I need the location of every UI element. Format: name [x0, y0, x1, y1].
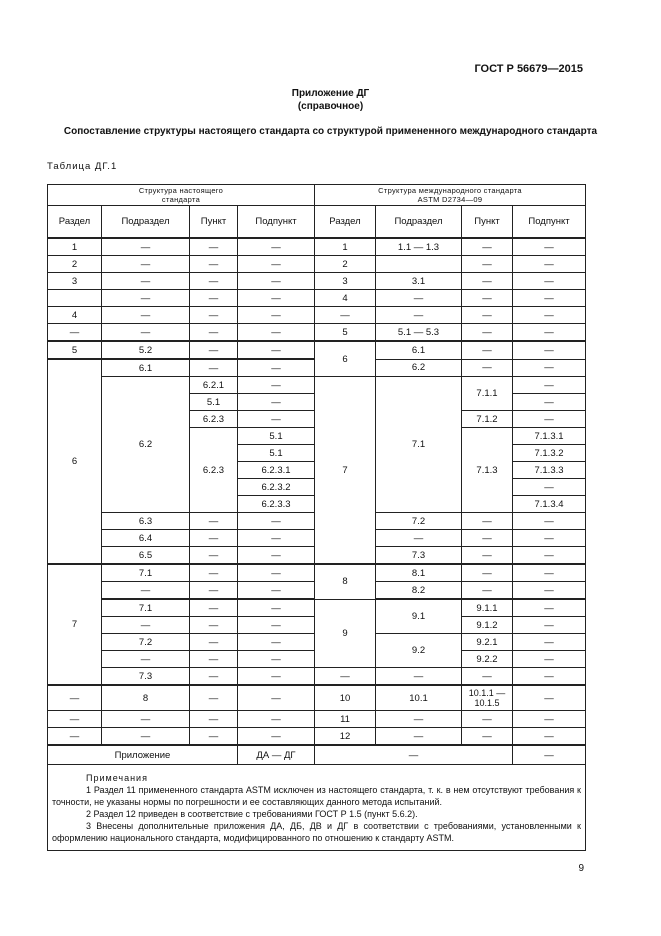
table-cell: —	[462, 668, 513, 686]
table-cell: —	[48, 711, 102, 728]
standard-number: ГОСТ Р 56679—2015	[474, 63, 583, 75]
table-cell: 1	[315, 238, 376, 256]
table-cell: —	[462, 290, 513, 307]
table-cell: 6.2	[102, 377, 190, 513]
table-cell: 10	[315, 685, 376, 711]
table-cell: —	[190, 582, 238, 600]
table-cell: —	[513, 273, 586, 290]
table-cell: —	[513, 479, 586, 496]
table-cell: —	[190, 668, 238, 686]
table-cell: —	[238, 324, 315, 342]
table-cell: —	[513, 685, 586, 711]
table-group-header-row	[48, 185, 586, 206]
table-row	[48, 307, 586, 324]
table-row	[48, 273, 586, 290]
table-cell: —	[238, 411, 315, 428]
table-cell: —	[513, 634, 586, 651]
table-cell: 6.2	[376, 359, 462, 377]
notes-heading: Примечания	[86, 773, 148, 783]
table-cell: —	[513, 394, 586, 411]
table-cell: 4	[48, 307, 102, 324]
table-cell: 7.1.2	[462, 411, 513, 428]
table-cell: 10.1.1 — 10.1.5	[462, 685, 513, 711]
table-label: Таблица ДГ.1	[47, 161, 118, 172]
table-cell: —	[238, 547, 315, 565]
table-cell: —	[238, 377, 315, 394]
table-cell: 6.3	[102, 513, 190, 530]
table-cell: 6.4	[102, 530, 190, 547]
table-cell: —	[102, 290, 190, 307]
table-cell: —	[238, 685, 315, 711]
table-cell: 6	[315, 341, 376, 377]
table-row	[48, 745, 586, 765]
table-cell: —	[513, 668, 586, 686]
table-cell: —	[462, 256, 513, 273]
table-cell: —	[190, 651, 238, 668]
table-cell: —	[462, 238, 513, 256]
table-cell: —	[238, 290, 315, 307]
table-cell: —	[513, 411, 586, 428]
table-cell: —	[376, 711, 462, 728]
table-cell: 9.1.2	[462, 617, 513, 634]
table-cell: —	[48, 728, 102, 746]
table-cell: 7.1	[102, 599, 190, 617]
table-cell: 10.1	[376, 685, 462, 711]
table-cell: 7.1.3.2	[513, 445, 586, 462]
table-cell: 3	[48, 273, 102, 290]
table-cell: —	[513, 256, 586, 273]
notes-row	[48, 765, 586, 851]
table-cell: —	[190, 728, 238, 746]
table-cell: —	[376, 530, 462, 547]
table-cell: —	[376, 668, 462, 686]
table-cell: —	[513, 728, 586, 746]
table-cell: 7.3	[102, 668, 190, 686]
column-header: Подраздел	[102, 206, 190, 239]
table-cell: —	[315, 668, 376, 686]
table-cell	[376, 256, 462, 273]
table-row	[48, 324, 586, 342]
table-cell: 7	[48, 564, 102, 685]
table-row	[48, 711, 586, 728]
table-cell: —	[238, 359, 315, 377]
column-header: Подраздел	[376, 206, 462, 239]
page-number: 9	[578, 863, 584, 874]
table-cell: —	[513, 290, 586, 307]
table-cell: —	[102, 238, 190, 256]
table-cell: —	[190, 634, 238, 651]
column-header: Подпункт	[238, 206, 315, 239]
table-cell: —	[190, 273, 238, 290]
table-cell: —	[238, 256, 315, 273]
table-cell: 6.5	[102, 547, 190, 565]
table-cell: 9.1.1	[462, 599, 513, 617]
table-row	[48, 256, 586, 273]
table-cell: —	[190, 599, 238, 617]
table-cell: 7.1.3.3	[513, 462, 586, 479]
table-cell: —	[190, 530, 238, 547]
table-cell: —	[513, 513, 586, 530]
table-cell: —	[462, 324, 513, 342]
table-cell: 1.1 — 1.3	[376, 238, 462, 256]
column-header: Пункт	[462, 206, 513, 239]
structure-comparison-table	[47, 184, 586, 851]
table-cell: 6.2.1	[190, 377, 238, 394]
table-cell: 7.1	[376, 377, 462, 513]
table-cell: 3.1	[376, 273, 462, 290]
table-row	[48, 564, 586, 582]
table-cell: —	[513, 307, 586, 324]
table-cell: —	[102, 582, 190, 600]
table-cell: —	[462, 582, 513, 600]
table-cell: —	[462, 341, 513, 359]
table-cell: 7.2	[102, 634, 190, 651]
table-cell: —	[190, 359, 238, 377]
table-cell: —	[190, 564, 238, 582]
table-cell: —	[238, 582, 315, 600]
table-cell: —	[462, 728, 513, 746]
table-cell: 8	[315, 564, 376, 599]
table-cell: 5	[48, 341, 102, 359]
table-cell: —	[190, 256, 238, 273]
table-cell: —	[238, 617, 315, 634]
table-cell: 7.1.3	[462, 428, 513, 513]
table-cell: —	[513, 582, 586, 600]
table-cell: —	[315, 745, 513, 765]
table-cell: —	[190, 711, 238, 728]
table-cell: 6.2.3.2	[238, 479, 315, 496]
table-column-header-row	[48, 206, 586, 239]
table-cell: 8.1	[376, 564, 462, 582]
table-cell: 7.1.3.1	[513, 428, 586, 445]
table-cell: 7	[315, 377, 376, 565]
table-cell: ДА — ДГ	[238, 745, 315, 765]
table-cell: 5.1	[238, 428, 315, 445]
table-cell: —	[513, 651, 586, 668]
table-cell: —	[190, 290, 238, 307]
table-row	[48, 728, 586, 746]
table-cell: —	[513, 359, 586, 377]
table-cell: —	[102, 617, 190, 634]
table-row	[48, 341, 586, 359]
table-cell: 5.1 — 5.3	[376, 324, 462, 342]
table-cell: 2	[48, 256, 102, 273]
table-cell: —	[376, 307, 462, 324]
table-cell: 6.2.3	[190, 411, 238, 428]
table-cell: —	[376, 728, 462, 746]
table-cell: —	[102, 728, 190, 746]
table-cell: —	[102, 273, 190, 290]
table-cell: —	[190, 685, 238, 711]
group-header-international: Структура международного стандарта ASTM D2734—09	[315, 185, 586, 206]
table-cell: 3	[315, 273, 376, 290]
table-cell: 6.2.3.1	[238, 462, 315, 479]
table-cell: 5.1	[238, 445, 315, 462]
table-cell: 6.1	[376, 341, 462, 359]
table-cell: —	[513, 377, 586, 394]
table-cell: 6.2.3.3	[238, 496, 315, 513]
table-cell: 8	[102, 685, 190, 711]
table-cell: —	[462, 359, 513, 377]
table-cell: —	[102, 651, 190, 668]
table-cell: —	[238, 564, 315, 582]
table-cell: —	[190, 341, 238, 359]
table-row	[48, 668, 586, 686]
table-cell: —	[102, 711, 190, 728]
table-cell: —	[513, 341, 586, 359]
table-cell: —	[238, 530, 315, 547]
table-cell: —	[190, 238, 238, 256]
table-cell: —	[462, 273, 513, 290]
table-cell: —	[238, 634, 315, 651]
table-cell: —	[48, 324, 102, 342]
table-cell: 7.1.1	[462, 377, 513, 411]
document-title: Сопоставление структуры настоящего стандарта со структурой примененного международного стандарта	[63, 126, 598, 137]
table-cell: —	[102, 324, 190, 342]
table-cell: —	[513, 238, 586, 256]
table-row	[48, 238, 586, 256]
table-cell: —	[190, 307, 238, 324]
table-cell: 9.1	[376, 599, 462, 634]
table-cell: —	[462, 547, 513, 565]
table-cell: —	[190, 617, 238, 634]
column-header: Пункт	[190, 206, 238, 239]
table-cell: —	[102, 256, 190, 273]
table-cell: —	[462, 307, 513, 324]
table-cell: 12	[315, 728, 376, 746]
table-cell: —	[102, 307, 190, 324]
table-cell: 5.2	[102, 341, 190, 359]
note-item: 1 Раздел 11 примененного стандарта ASTM исключен из настоящего стандарта, т. к. в нем отсутствуют требования к точности, не указаны нормы по погрешности и ее составляющих данного метода испытаний.	[52, 785, 581, 807]
table-cell: —	[238, 273, 315, 290]
table-cell: —	[513, 599, 586, 617]
table-cell: 5.1	[190, 394, 238, 411]
table-cell: 8.2	[376, 582, 462, 600]
table-cell: 7.1.3.4	[513, 496, 586, 513]
table-cell: 2	[315, 256, 376, 273]
table-cell: 9.2.2	[462, 651, 513, 668]
column-header: Раздел	[315, 206, 376, 239]
table-cell: —	[315, 307, 376, 324]
table-cell: —	[462, 513, 513, 530]
table-cell: 6.1	[102, 359, 190, 377]
table-cell: —	[462, 564, 513, 582]
table-cell: —	[513, 745, 586, 765]
table-row	[48, 377, 586, 394]
table-cell: —	[238, 513, 315, 530]
table-cell: —	[238, 668, 315, 686]
table-cell: —	[190, 547, 238, 565]
appendix-title: Приложение ДГ	[291, 88, 370, 99]
table-cell: —	[238, 307, 315, 324]
table-cell: —	[238, 728, 315, 746]
table-cell: —	[238, 599, 315, 617]
table-cell: —	[190, 324, 238, 342]
table-cell: —	[238, 238, 315, 256]
note-item: 2 Раздел 12 приведен в соответствие с требованиями ГОСТ Р 1.5 (пункт 5.6.2).	[86, 809, 418, 819]
table-cell: —	[48, 685, 102, 711]
table-cell: —	[238, 711, 315, 728]
table-row	[48, 290, 586, 307]
notes-cell	[48, 765, 586, 851]
table-cell	[48, 290, 102, 307]
table-cell: 9.2	[376, 634, 462, 668]
table-cell: 4	[315, 290, 376, 307]
table-cell: —	[513, 547, 586, 565]
table-cell: —	[238, 651, 315, 668]
table-row	[48, 685, 586, 711]
table-cell: 7.2	[376, 513, 462, 530]
table-cell: 9	[315, 599, 376, 668]
table-cell: 7.3	[376, 547, 462, 565]
group-header-national: Структура настоящего стандарта	[48, 185, 315, 206]
table-cell: —	[513, 530, 586, 547]
table-cell: Приложение	[48, 745, 238, 765]
table-cell: 11	[315, 711, 376, 728]
table-cell: 7.1	[102, 564, 190, 582]
table-cell: —	[513, 564, 586, 582]
table-cell: —	[238, 394, 315, 411]
table-row	[48, 599, 586, 617]
table-cell: —	[238, 341, 315, 359]
table-cell: 9.2.1	[462, 634, 513, 651]
appendix-type: (справочное)	[297, 101, 364, 112]
table-cell: —	[190, 513, 238, 530]
table-cell: 1	[48, 238, 102, 256]
column-header: Раздел	[48, 206, 102, 239]
table-cell: —	[462, 711, 513, 728]
table-cell: —	[513, 617, 586, 634]
column-header: Подпункт	[513, 206, 586, 239]
table-cell: —	[513, 711, 586, 728]
table-cell: —	[462, 530, 513, 547]
table-cell: 6.2.3	[190, 428, 238, 513]
table-cell: 5	[315, 324, 376, 342]
table-cell: 6	[48, 359, 102, 564]
note-item: 3 Внесены дополнительные приложения ДА, ДБ, ДВ и ДГ в соответствии с требованиями, установленными к оформлению национального стандарта, модифицированного по отношению к стандарту ASTM.	[52, 821, 581, 843]
table-cell: —	[513, 324, 586, 342]
table-cell: —	[376, 290, 462, 307]
